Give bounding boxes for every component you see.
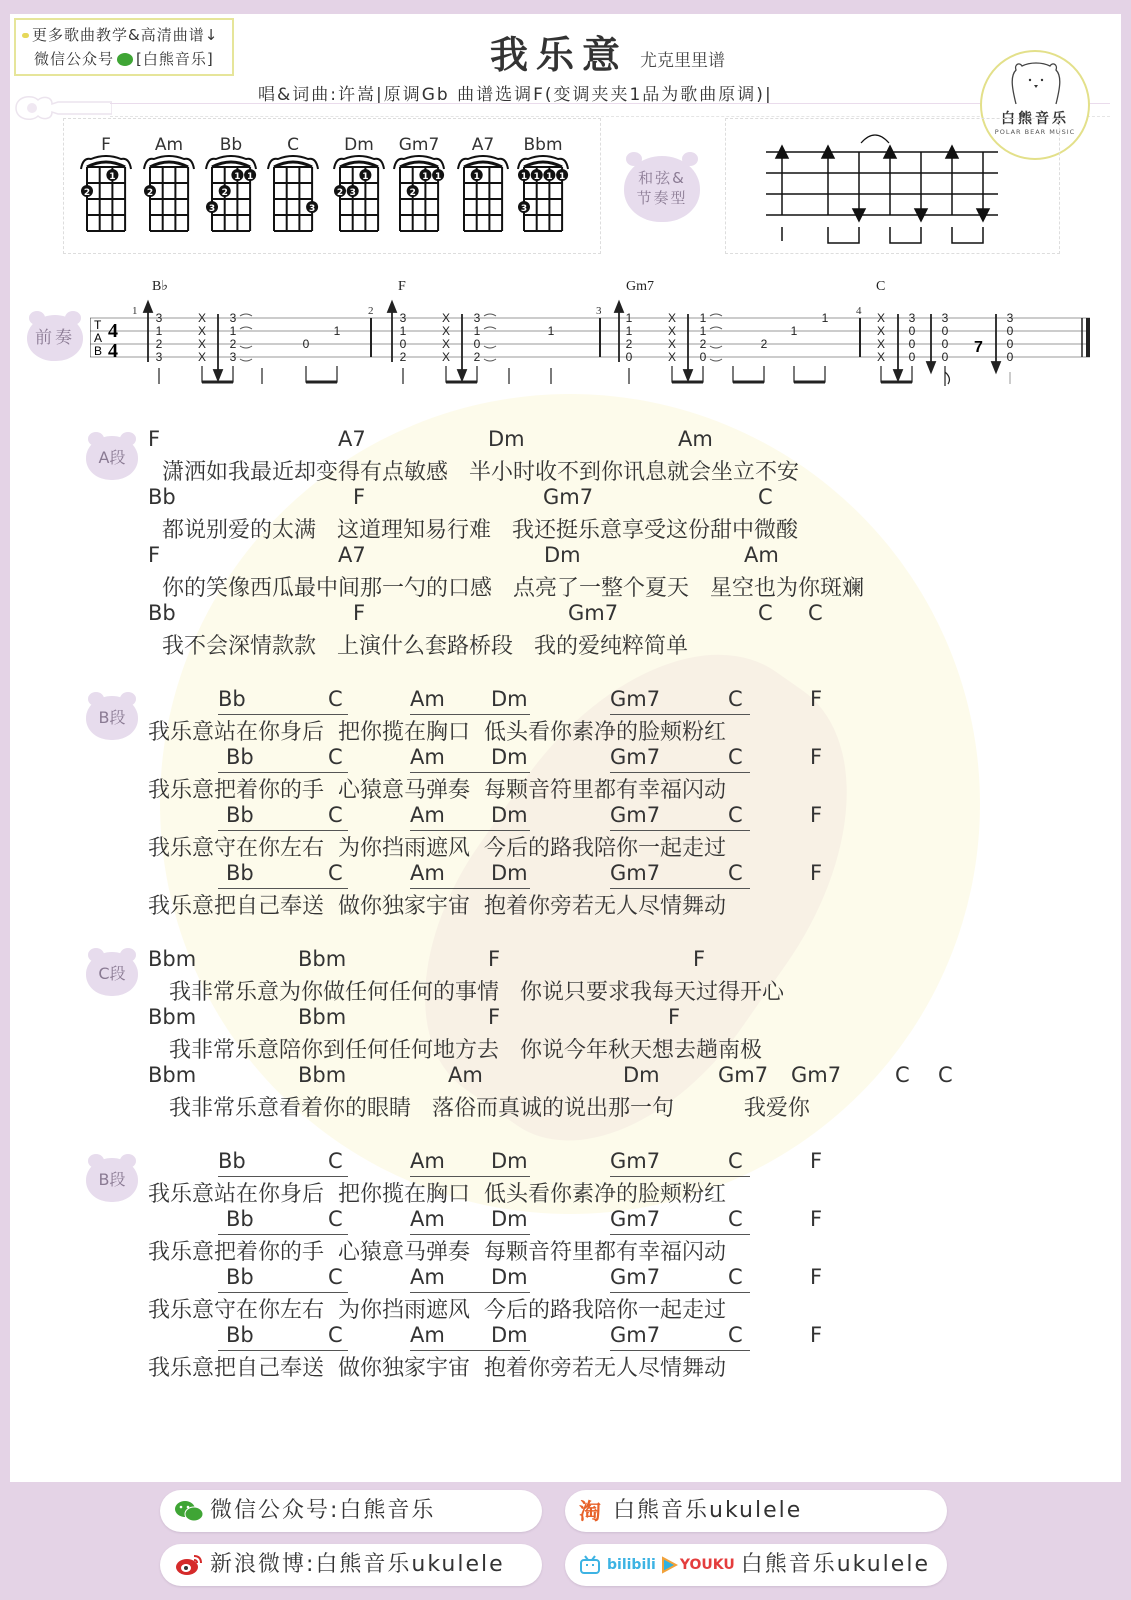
svg-text:2: 2	[399, 350, 407, 364]
chord-label: Gm7	[610, 687, 661, 711]
chord-label: Gm7	[610, 861, 661, 885]
promo-line-1: 更多歌曲教学&高清曲谱↓	[32, 26, 219, 44]
svg-text:2: 2	[760, 337, 768, 351]
chord-label: Gm7	[610, 803, 661, 827]
section-c-badge: C段	[86, 952, 138, 996]
taobao-shop-text: 白熊音乐ukulele	[613, 1498, 803, 1523]
chord-label: Dm	[491, 1265, 528, 1289]
svg-text:1: 1	[473, 172, 480, 182]
svg-text:X: X	[441, 350, 451, 364]
chord-label: Am	[410, 1149, 445, 1173]
chord-diagram-dm	[330, 135, 388, 239]
chord-label: A7	[338, 427, 366, 451]
chord-diagram-gm7	[390, 135, 448, 239]
chord-label: F	[488, 947, 501, 971]
svg-text:1: 1	[422, 172, 429, 182]
svg-text:0: 0	[1006, 324, 1014, 338]
wechat-icon	[174, 1499, 204, 1523]
chord-label: C	[728, 803, 743, 827]
svg-text:X: X	[441, 337, 451, 351]
svg-text:X: X	[197, 350, 207, 364]
fretboard-grid	[454, 155, 512, 235]
chord-label: Bb	[226, 745, 254, 769]
badge-line-2: 节奏型	[636, 189, 688, 207]
lyric-line: 我乐意把着你的手 心猿意马弹奏 每颗音符里都有幸福闪动	[148, 778, 726, 803]
lyric-line: 我乐意站在你身后 把你揽在胸口 低头看你素净的脸颊粉红	[148, 1182, 726, 1207]
chord-label: Bb	[218, 1149, 246, 1173]
lyric-line: 我非常乐意看着你的眼睛 落俗而真诚的说出那一句 我爱你	[148, 1096, 810, 1121]
footer-bar	[0, 1482, 1131, 1600]
chord-label: C	[728, 745, 743, 769]
chord-label: Bb	[148, 601, 176, 625]
svg-text:2: 2	[83, 188, 91, 198]
section-b-repeat-badge: B段	[86, 1158, 138, 1202]
svg-text:1: 1	[546, 172, 553, 182]
chord-label: C	[328, 803, 343, 827]
chord-label: C	[328, 1265, 343, 1289]
lyric-line: 我乐意站在你身后 把你揽在胸口 低头看你素净的脸颊粉红	[148, 720, 726, 745]
chord-label: Gm7	[610, 1323, 661, 1347]
chord-label: A7	[338, 543, 366, 567]
chord-label: Bbm	[148, 947, 197, 971]
svg-text:0: 0	[1006, 350, 1014, 364]
svg-text:1: 1	[434, 172, 442, 182]
chord-label: C	[328, 1323, 343, 1347]
chord-name: Bb	[219, 135, 243, 155]
svg-text:0: 0	[908, 324, 916, 338]
bullet-icon	[22, 33, 29, 38]
chord-label: F	[810, 1265, 823, 1289]
chord-label: Bb	[218, 687, 246, 711]
logo-chinese-text: 白熊音乐	[1001, 111, 1069, 127]
svg-text:2: 2	[409, 188, 416, 198]
chord-label: Dm	[544, 543, 581, 567]
chord-label: Bb	[226, 1265, 254, 1289]
chord-label: F	[693, 947, 706, 971]
svg-text:X: X	[441, 311, 451, 325]
chord-label: Am	[410, 1207, 445, 1231]
svg-text:3: 3	[399, 311, 407, 325]
svg-text:1: 1	[625, 324, 633, 338]
fretboard-grid	[514, 155, 572, 235]
svg-text:X: X	[876, 337, 886, 351]
svg-text:X: X	[876, 311, 886, 325]
chord-label: F	[353, 601, 366, 625]
chord-label: F	[668, 1005, 681, 1029]
chord-label: Bb	[148, 485, 176, 509]
chord-label: Gm7	[791, 1063, 842, 1087]
svg-text:4: 4	[108, 320, 118, 342]
svg-text:X: X	[197, 324, 207, 338]
svg-text:3: 3	[520, 204, 528, 214]
weibo-account-text: 新浪微博:白熊音乐ukulele	[210, 1552, 505, 1577]
chord-label: C	[328, 1207, 343, 1231]
lyric-line: 我乐意把自己奉送 做你独家宇宙 抱着你旁若无人尽情舞动	[148, 894, 726, 919]
chord-label: Bbm	[298, 1005, 347, 1029]
chord-label: F	[148, 543, 161, 567]
chord-label: Am	[410, 687, 445, 711]
badge-line-1: 和弦&	[638, 169, 686, 187]
chord-label: Bb	[226, 861, 254, 885]
chord-label: C	[328, 745, 343, 769]
svg-text:X: X	[667, 350, 677, 364]
svg-text:X: X	[667, 337, 677, 351]
svg-text:1: 1	[234, 172, 241, 182]
svg-text:T: T	[94, 318, 102, 332]
wechat-icon	[117, 53, 133, 66]
chord-diagram-c	[264, 135, 322, 239]
svg-text:0: 0	[699, 350, 707, 364]
chord-diagram-bb	[202, 135, 260, 239]
chord-label: F	[810, 1323, 823, 1347]
svg-text:X: X	[876, 324, 886, 338]
chord-label: F	[810, 803, 823, 827]
chord-label: Dm	[491, 803, 528, 827]
chord-label: C	[808, 601, 823, 625]
chord-label: Am	[448, 1063, 483, 1087]
chord-label: C	[938, 1063, 953, 1087]
chord-label: Dm	[491, 745, 528, 769]
chord-rhythm-badge	[624, 156, 700, 222]
svg-text:X: X	[197, 311, 207, 325]
promo-wechat-label: 微信公众号	[34, 50, 115, 68]
chord-name: Gm7	[398, 135, 440, 155]
bilibili-icon	[579, 1555, 601, 1575]
chord-diagrams-panel	[63, 118, 601, 254]
chord-label: F	[810, 687, 823, 711]
svg-text:3: 3	[229, 350, 237, 364]
svg-text:3: 3	[308, 204, 316, 214]
svg-text:1: 1	[399, 324, 407, 338]
youku-play-icon	[660, 1556, 678, 1574]
promo-box	[14, 18, 234, 76]
chord-label: C	[895, 1063, 910, 1087]
lyric-line: 都说别爱的太满 这道理知易行难 我还挺乐意享受这份甜中微酸	[148, 518, 798, 543]
chord-label: Bb	[226, 1207, 254, 1231]
svg-text:2: 2	[155, 337, 163, 351]
svg-text:0: 0	[625, 350, 633, 364]
bilibili-wordmark: bilibili	[607, 1557, 656, 1573]
chord-label: Gm7	[543, 485, 594, 509]
chord-label: Am	[410, 745, 445, 769]
chord-name: A7	[471, 135, 495, 155]
svg-text:1: 1	[473, 324, 481, 338]
chord-label: C	[328, 687, 343, 711]
svg-text:7: 7	[974, 339, 983, 356]
lyric-line: 潇洒如我最近却变得有点敏感 半小时收不到你讯息就会坐立不安	[148, 460, 799, 485]
intro-tablature	[90, 280, 1110, 400]
svg-text:3: 3	[473, 311, 481, 325]
fretboard-grid	[390, 155, 448, 235]
svg-text:3: 3	[941, 311, 949, 325]
chord-label: Gm7	[610, 1265, 661, 1289]
section-b-badge: B段	[86, 696, 138, 740]
fretboard-grid	[330, 155, 388, 235]
fretboard-grid	[264, 155, 322, 235]
chord-label: C	[728, 1323, 743, 1347]
chord-label: Dm	[491, 1207, 528, 1231]
chord-label: Dm	[623, 1063, 660, 1087]
chord-label: C	[728, 1149, 743, 1173]
chord-label: C	[728, 861, 743, 885]
svg-text:1: 1	[229, 324, 237, 338]
chord-label: Bbm	[148, 1063, 197, 1087]
svg-text:Gm7: Gm7	[626, 280, 654, 294]
svg-text:1: 1	[333, 324, 341, 338]
chord-name: Am	[154, 135, 184, 155]
svg-text:B♭: B♭	[152, 280, 168, 294]
svg-text:0: 0	[941, 350, 949, 364]
song-credits: 唱&词曲:许嵩|原调Gb 曲谱选调F(变调夹夹1品为歌曲原调)|	[258, 85, 773, 105]
svg-text:0: 0	[941, 337, 949, 351]
fretboard-grid	[77, 155, 135, 235]
chord-label: C	[758, 485, 773, 509]
svg-text:0: 0	[941, 324, 949, 338]
chord-label: Gm7	[718, 1063, 769, 1087]
svg-text:X: X	[197, 337, 207, 351]
chord-label: F	[810, 1149, 823, 1173]
chord-diagram-am	[140, 135, 198, 239]
header-dash-divider	[110, 116, 1110, 117]
svg-text:1: 1	[109, 172, 116, 182]
svg-text:B: B	[94, 344, 103, 358]
chord-label: Dm	[491, 861, 528, 885]
svg-text:1: 1	[132, 305, 138, 317]
svg-text:0: 0	[399, 337, 407, 351]
svg-text:2: 2	[229, 337, 237, 351]
svg-text:2: 2	[221, 188, 228, 198]
chord-label: Am	[410, 1323, 445, 1347]
svg-text:0: 0	[302, 337, 310, 351]
intro-badge: 前奏	[27, 315, 83, 361]
lyric-line: 我乐意把自己奉送 做你独家宇宙 抱着你旁若无人尽情舞动	[148, 1356, 726, 1381]
svg-text:淘: 淘	[579, 1500, 604, 1523]
chord-name: C	[287, 135, 299, 155]
chord-label: Am	[410, 803, 445, 827]
svg-text:1: 1	[558, 172, 566, 182]
svg-text:X: X	[876, 350, 886, 364]
svg-text:2: 2	[336, 188, 344, 198]
lyric-line: 我乐意守在你左右 为你挡雨遮风 今后的路我陪你一起走过	[148, 836, 726, 861]
svg-text:3: 3	[155, 311, 163, 325]
chord-diagram-f	[77, 135, 135, 239]
svg-text:X: X	[441, 324, 451, 338]
chord-label: F	[810, 745, 823, 769]
chord-label: F	[810, 861, 823, 885]
svg-text:1: 1	[362, 172, 369, 182]
lyric-line: 我乐意守在你左右 为你挡雨遮风 今后的路我陪你一起走过	[148, 1298, 726, 1323]
chord-label: Gm7	[568, 601, 619, 625]
svg-text:0: 0	[473, 337, 481, 351]
svg-text:1: 1	[155, 324, 163, 338]
taobao-shop-pill[interactable]	[565, 1490, 947, 1532]
svg-text:2: 2	[473, 350, 481, 364]
chord-label: F	[353, 485, 366, 509]
chord-label: C	[728, 1265, 743, 1289]
chord-name: Bbm	[523, 135, 563, 155]
chord-label: Bbm	[298, 1063, 347, 1087]
svg-text:A: A	[94, 331, 103, 345]
chord-label: Am	[678, 427, 713, 451]
chord-name: F	[101, 135, 111, 155]
youku-wordmark: YOUKU	[679, 1557, 735, 1573]
lyric-line: 我非常乐意陪你到任何任何地方去 你说今年秋天想去趟南极	[148, 1038, 762, 1063]
strum-pattern-panel	[725, 118, 1060, 254]
polar-bear-icon	[1006, 58, 1066, 106]
svg-text:3: 3	[208, 204, 216, 214]
wechat-account-text: 微信公众号:白熊音乐	[210, 1498, 436, 1523]
svg-text:1: 1	[699, 311, 707, 325]
chord-label: Am	[410, 861, 445, 885]
chord-label: Am	[744, 543, 779, 567]
weibo-account-pill[interactable]	[160, 1544, 542, 1586]
svg-text:3: 3	[596, 305, 602, 317]
chord-label: C	[728, 1207, 743, 1231]
section-a-badge: A段	[86, 436, 138, 480]
chord-diagram-bbm	[514, 135, 572, 239]
song-title: 我乐意	[490, 33, 629, 77]
chord-label: F	[148, 427, 161, 451]
chord-label: Bb	[226, 803, 254, 827]
taobao-icon	[579, 1499, 607, 1523]
chord-label: Dm	[491, 1323, 528, 1347]
svg-text:1: 1	[246, 172, 254, 182]
svg-text:1: 1	[821, 311, 829, 325]
svg-text:F: F	[398, 280, 406, 294]
svg-text:2: 2	[146, 188, 154, 198]
lyric-line: 你的笑像西瓜最中间那一勺的口感 点亮了一整个夏天 星空也为你斑斓	[148, 576, 864, 601]
sheet-type-tag: 尤克里里谱	[640, 51, 725, 71]
chord-label: Gm7	[610, 745, 661, 769]
chord-label: F	[488, 1005, 501, 1029]
lyric-line: 我非常乐意为你做任何任何的事情 你说只要求我每天过得开心	[148, 980, 784, 1005]
svg-text:X: X	[667, 311, 677, 325]
fretboard-grid	[140, 155, 198, 235]
svg-text:4: 4	[108, 340, 118, 362]
svg-text:1: 1	[547, 324, 555, 338]
tablature-staff	[90, 280, 1110, 400]
chord-label: Bb	[226, 1323, 254, 1347]
chord-label: Dm	[491, 1149, 528, 1173]
chord-label: C	[328, 861, 343, 885]
svg-text:1: 1	[699, 324, 707, 338]
chord-label: Gm7	[610, 1207, 661, 1231]
fretboard-grid	[202, 155, 260, 235]
svg-text:1: 1	[520, 172, 528, 182]
svg-text:1: 1	[533, 172, 540, 182]
chord-name: Dm	[344, 135, 374, 155]
logo-english-text: POLAR BEAR MUSIC	[994, 128, 1076, 136]
svg-text:0: 0	[908, 350, 916, 364]
svg-text:0: 0	[1006, 337, 1014, 351]
svg-text:0: 0	[908, 337, 916, 351]
weibo-icon	[174, 1553, 204, 1577]
chord-label: C	[758, 601, 773, 625]
chord-label: C	[328, 1149, 343, 1173]
chord-label: Bbm	[298, 947, 347, 971]
svg-text:2: 2	[368, 305, 374, 317]
lyric-line: 我不会深情款款 上演什么套路桥段 我的爱纯粹简单	[148, 634, 688, 659]
svg-text:3: 3	[908, 311, 916, 325]
chord-label: Bbm	[148, 1005, 197, 1029]
svg-text:2: 2	[625, 337, 633, 351]
header-divider	[110, 103, 1110, 104]
promo-account-name: [白熊音乐]	[136, 50, 214, 68]
svg-text:4: 4	[856, 305, 862, 317]
chord-label: Dm	[491, 687, 528, 711]
chord-label: F	[810, 1207, 823, 1231]
chord-label: Am	[410, 1265, 445, 1289]
strum-pattern-diagram	[726, 119, 1061, 255]
video-channel-pill[interactable]	[565, 1544, 947, 1586]
svg-text:3: 3	[229, 311, 237, 325]
svg-text:X: X	[667, 324, 677, 338]
wechat-account-pill[interactable]	[160, 1490, 542, 1532]
video-channel-text: 白熊音乐ukulele	[740, 1552, 930, 1577]
svg-text:1: 1	[790, 324, 798, 338]
svg-text:C: C	[876, 280, 886, 294]
svg-text:2: 2	[699, 337, 707, 351]
svg-text:3: 3	[1006, 311, 1014, 325]
chord-diagram-a7	[454, 135, 512, 239]
chord-label: Gm7	[610, 1149, 661, 1173]
chord-label: Dm	[488, 427, 525, 451]
svg-text:1: 1	[625, 311, 633, 325]
lyric-line: 我乐意把着你的手 心猿意马弹奏 每颗音符里都有幸福闪动	[148, 1240, 726, 1265]
svg-text:3: 3	[349, 188, 356, 198]
svg-text:3: 3	[155, 350, 163, 364]
chord-label: C	[728, 687, 743, 711]
